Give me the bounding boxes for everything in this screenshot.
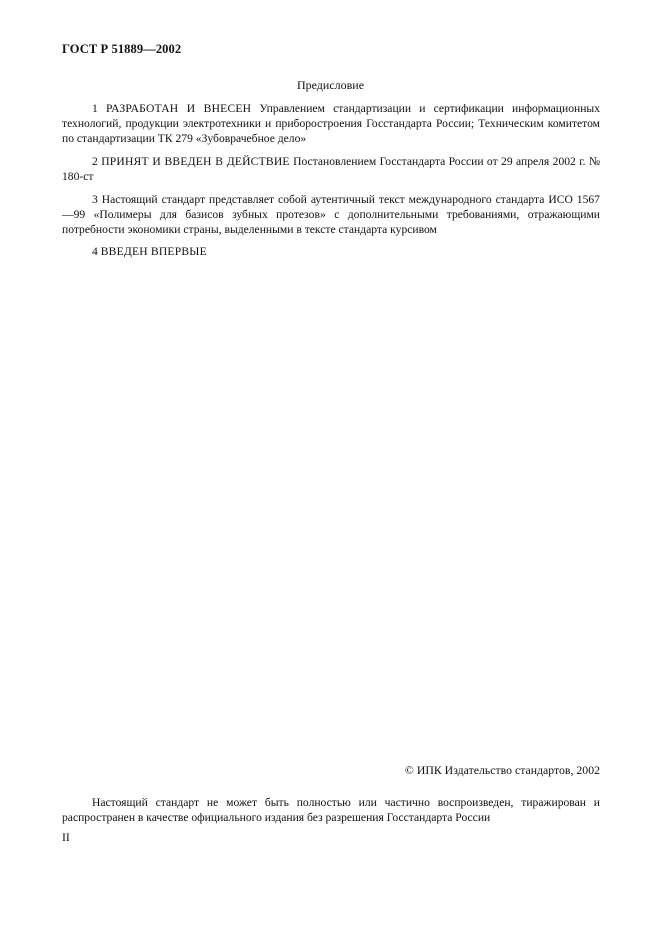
copyright-line: © ИПК Издательство стандартов, 2002 [404, 763, 600, 777]
item-number: 2 [92, 155, 98, 168]
item-lead: ПРИНЯТ И ВВЕДЕН В ДЕЙСТВИЕ [101, 155, 290, 168]
item-number: 1 [92, 102, 98, 115]
foreword-item-3 [62, 192, 600, 237]
page-number: II [62, 830, 70, 844]
item-number: 3 [92, 193, 98, 206]
foreword-title: Предисловие [296, 78, 365, 92]
item-text: Настоящий стандарт представляет собой аутентичный текст международного стандарта ИСО 1567—99 «Полимеры для базисов зубных протезов» с дополнительными требованиями, отражающими потребности экономики страны, выделенными в тексте стандарта курсивом [62, 193, 600, 236]
item-text: Управлением стандартизации и сертификации информационных технологий, продукции электротехники и приборостроения Госстандарта России; Техническим комитетом по стандартизации ТК 279 «Зубоврачебное дело» [62, 102, 600, 145]
reproduction-notice: Настоящий стандарт не может быть полностью или частично воспроизведен, тиражирован и распространен в качестве официального издания без разрешения Госстандарта России [62, 796, 600, 824]
standard-code-header: ГОСТ Р 51889—2002 [62, 42, 182, 56]
item-lead: РАЗРАБОТАН И ВНЕСЕН [105, 102, 252, 115]
item-lead: ВВЕДЕН ВПЕРВЫЕ [100, 245, 207, 258]
item-text: Постановлением Госстандарта России от 29 апреля 2002 г. № 180-ст [62, 155, 600, 183]
foreword-item-4 [62, 244, 600, 259]
foreword-item-2 [62, 154, 600, 184]
foreword-item-1 [62, 101, 600, 146]
item-number: 4 [92, 245, 98, 258]
